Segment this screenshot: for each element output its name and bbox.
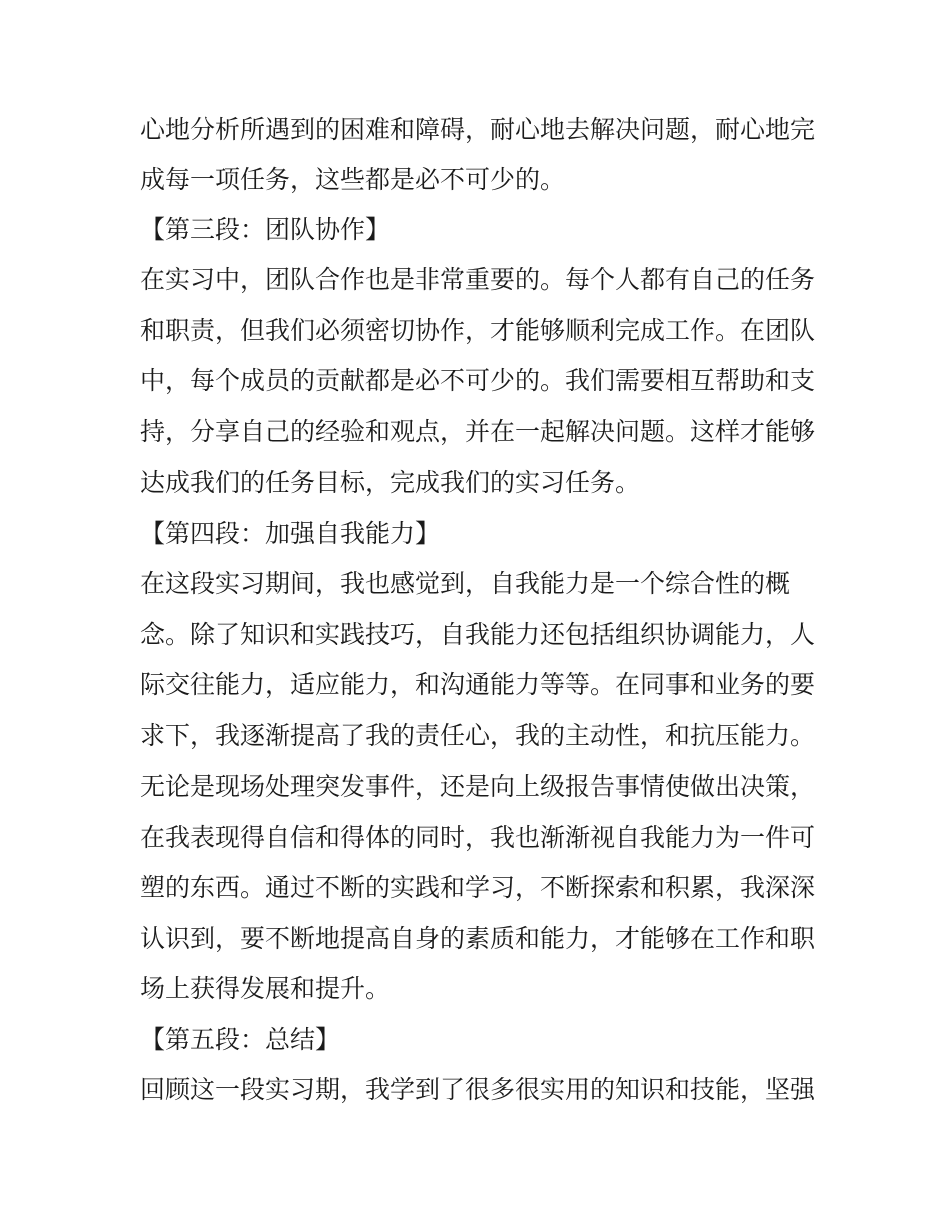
paragraph-line: 回顾这一段实习期，我学到了很多很实用的知识和技能，坚强 [140,1075,816,1104]
paragraph-line: 际交往能力，适应能力，和沟通能力等等。在同事和业务的要 [140,670,816,699]
paragraph-line: 在实习中，团队合作也是非常重要的。每个人都有自己的任务 [140,265,816,294]
section-heading-summary: 【第五段：总结】 [140,1025,341,1054]
paragraph-line: 在我表现得自信和得体的同时，我也渐渐视自我能力为一件可 [140,823,816,852]
paragraph-line: 心地分析所遇到的困难和障碍，耐心地去解决问题，耐心地完 [140,115,816,144]
section-heading-self-ability: 【第四段：加强自我能力】 [140,519,441,548]
paragraph-line: 认识到，要不断地提高自身的素质和能力，才能够在工作和职 [140,924,816,953]
paragraph-line: 塑的东西。通过不断的实践和学习，不断探索和积累，我深深 [140,873,816,902]
section-heading-team-collaboration: 【第三段：团队协作】 [140,215,391,244]
paragraph-line: 无论是现场处理突发事件，还是向上级报告事情使做出决策， [140,772,816,801]
paragraph-line: 成每一项任务，这些都是必不可少的。 [140,165,566,194]
paragraph-line: 在这段实习期间，我也感觉到，自我能力是一个综合性的概 [140,569,791,598]
paragraph-line: 达成我们的任务目标，完成我们的实习任务。 [140,468,641,497]
paragraph-line: 求下，我逐渐提高了我的责任心，我的主动性，和抗压能力。 [140,721,816,750]
paragraph-line: 念。除了知识和实践技巧，自我能力还包括组织协调能力，人 [140,620,816,649]
paragraph-line: 中，每个成员的贡献都是必不可少的。我们需要相互帮助和支 [140,366,816,395]
paragraph-line: 持，分享自己的经验和观点，并在一起解决问题。这样才能够 [140,417,816,446]
paragraph-line: 和职责，但我们必须密切协作，才能够顺利完成工作。在团队 [140,316,816,345]
paragraph-line: 场上获得发展和提升。 [140,974,391,1003]
